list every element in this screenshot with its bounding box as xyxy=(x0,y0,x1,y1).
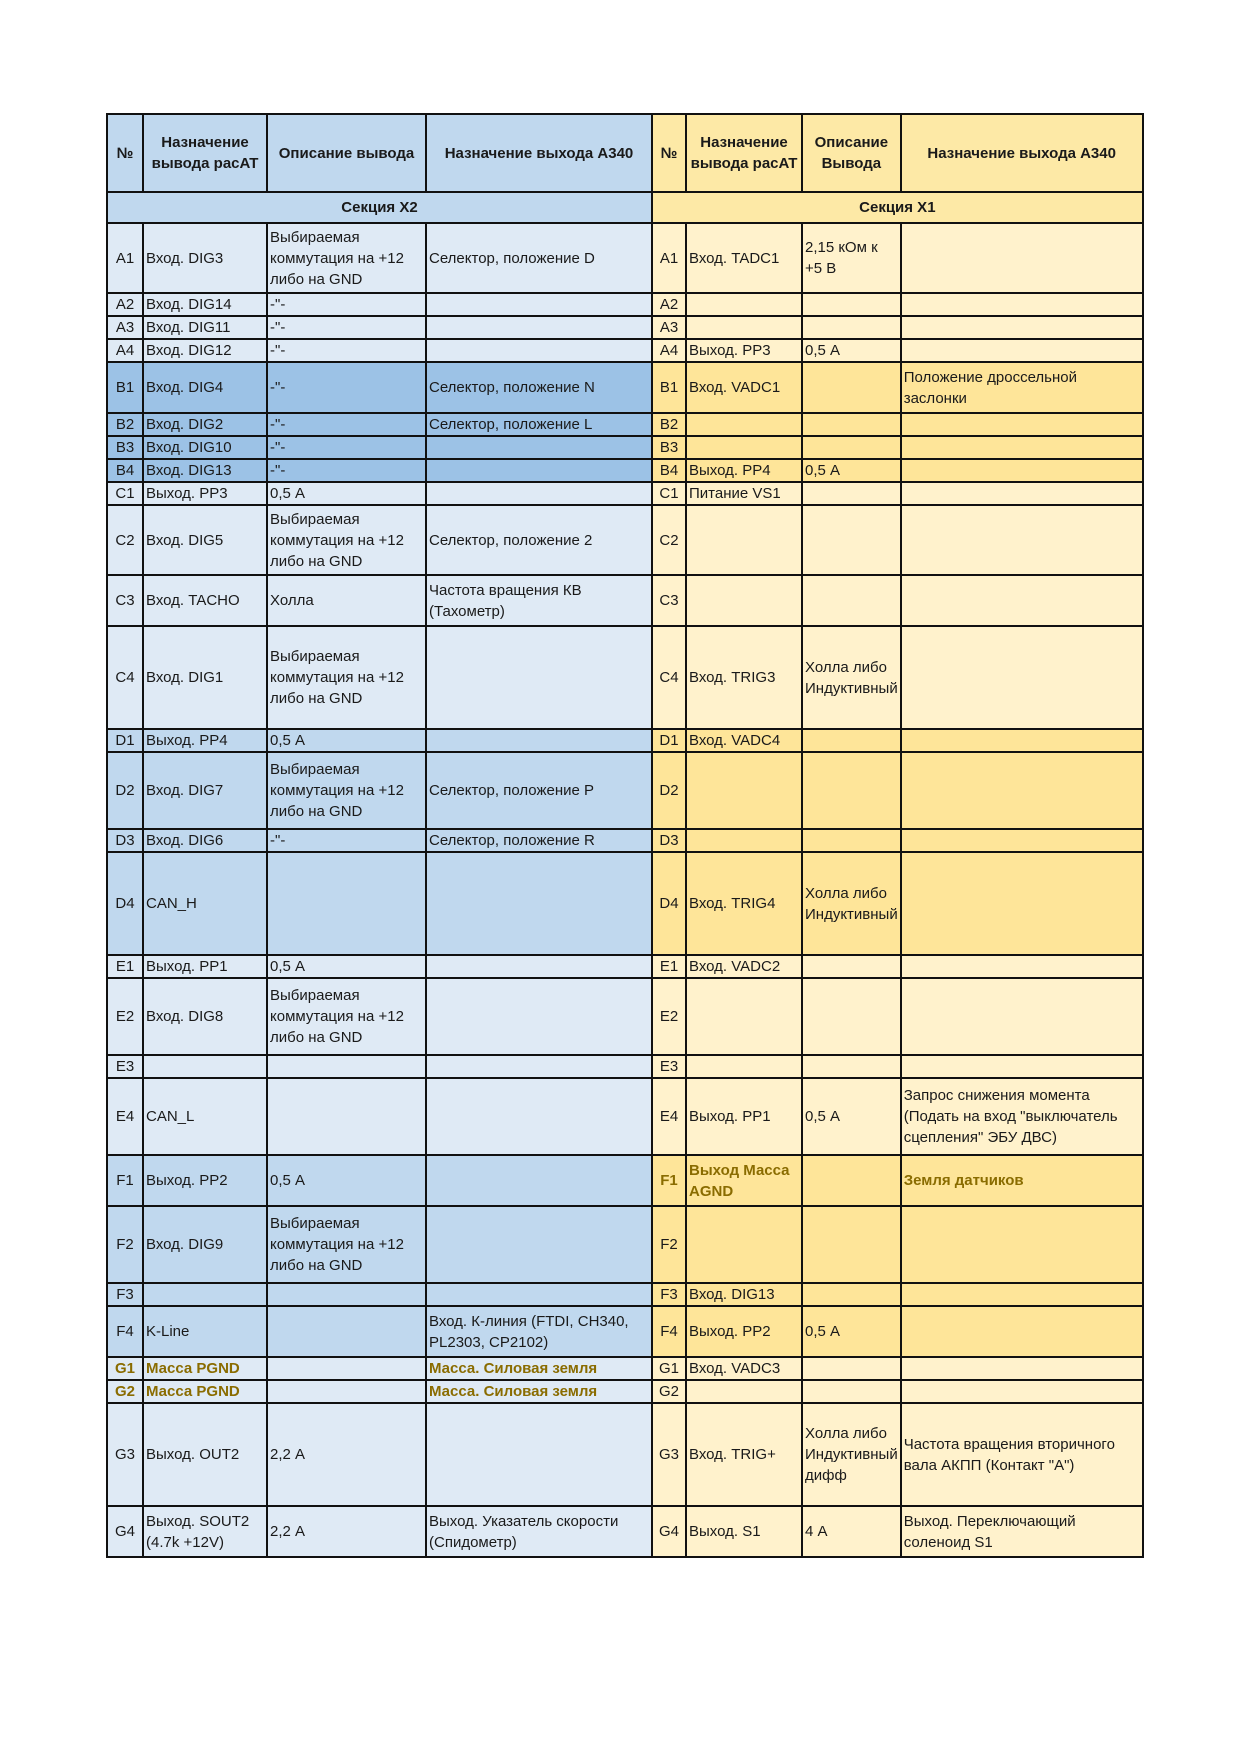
x2-num-cell: A3 xyxy=(107,316,143,339)
x2-a340-cell xyxy=(426,1055,652,1078)
x2-num-cell: C1 xyxy=(107,482,143,505)
x2-purpose-cell: Масса PGND xyxy=(143,1357,267,1380)
x1-num-cell: F2 xyxy=(652,1206,686,1283)
x2-desc-cell xyxy=(267,1306,426,1357)
x1-num-cell: G4 xyxy=(652,1506,686,1557)
x1-desc-cell xyxy=(802,293,901,316)
x2-purpose-cell: Выход. PP2 xyxy=(143,1155,267,1206)
header-left-num: № xyxy=(107,114,143,192)
x2-purpose-cell: K-Line xyxy=(143,1306,267,1357)
x2-desc-cell: Выбираемая коммутация на +12 либо на GND xyxy=(267,978,426,1055)
x1-a340-cell xyxy=(901,852,1143,955)
table-row xyxy=(107,575,1143,626)
x1-a340-cell: Частота вращения вторичного вала АКПП (Контакт "А") xyxy=(901,1403,1143,1506)
x1-desc-cell xyxy=(802,1055,901,1078)
x1-purpose-cell xyxy=(686,436,802,459)
x1-desc-cell xyxy=(802,829,901,852)
x2-a340-cell xyxy=(426,978,652,1055)
x1-purpose-cell: Вход. TRIG3 xyxy=(686,626,802,729)
x2-num-cell: F4 xyxy=(107,1306,143,1357)
section-row xyxy=(107,192,1143,223)
x2-num-cell: F3 xyxy=(107,1283,143,1306)
x2-num-cell: G4 xyxy=(107,1506,143,1557)
x1-a340-cell xyxy=(901,626,1143,729)
x1-a340-cell xyxy=(901,223,1143,293)
x1-num-cell: E1 xyxy=(652,955,686,978)
table-row xyxy=(107,955,1143,978)
x2-a340-cell: Вход. К-линия (FTDI, CH340, PL2303, CP2102) xyxy=(426,1306,652,1357)
x1-num-cell: C3 xyxy=(652,575,686,626)
x1-num-cell: A2 xyxy=(652,293,686,316)
x1-a340-cell xyxy=(901,1306,1143,1357)
x1-purpose-cell: Вход. TRIG+ xyxy=(686,1403,802,1506)
x2-desc-cell: Выбираемая коммутация на +12 либо на GND xyxy=(267,1206,426,1283)
header-right-num: № xyxy=(652,114,686,192)
x2-purpose-cell: CAN_H xyxy=(143,852,267,955)
table-row xyxy=(107,978,1143,1055)
x1-desc-cell xyxy=(802,436,901,459)
table-row xyxy=(107,459,1143,482)
x1-num-cell: A4 xyxy=(652,339,686,362)
table-row xyxy=(107,293,1143,316)
x2-desc-cell xyxy=(267,1283,426,1306)
x2-purpose-cell: Вход. TACHO xyxy=(143,575,267,626)
table-row xyxy=(107,505,1143,575)
x1-a340-cell: Запрос снижения момента (Подать на вход "выключатель сцепления" ЭБУ ДВС) xyxy=(901,1078,1143,1155)
x1-num-cell: B4 xyxy=(652,459,686,482)
table-row xyxy=(107,1078,1143,1155)
x2-purpose-cell: Выход. SOUT2 (4.7k +12V) xyxy=(143,1506,267,1557)
x2-desc-cell: -"- xyxy=(267,413,426,436)
x1-a340-cell xyxy=(901,436,1143,459)
x2-desc-cell: -"- xyxy=(267,316,426,339)
x2-desc-cell: Выбираемая коммутация на +12 либо на GND xyxy=(267,223,426,293)
x1-purpose-cell: Вход. VADC1 xyxy=(686,362,802,413)
x1-desc-cell: 2,15 кОм к +5 В xyxy=(802,223,901,293)
x2-desc-cell: Холла xyxy=(267,575,426,626)
x1-a340-cell xyxy=(901,316,1143,339)
x1-purpose-cell xyxy=(686,505,802,575)
x1-num-cell: E3 xyxy=(652,1055,686,1078)
x1-purpose-cell xyxy=(686,752,802,829)
x2-a340-cell xyxy=(426,955,652,978)
x2-a340-cell xyxy=(426,1155,652,1206)
x1-purpose-cell xyxy=(686,413,802,436)
x1-num-cell: F1 xyxy=(652,1155,686,1206)
header-right-purpose: Назначение вывода pacAT xyxy=(686,114,802,192)
table-row xyxy=(107,1403,1143,1506)
x2-desc-cell xyxy=(267,1078,426,1155)
section-x2-title: Секция Х2 xyxy=(107,192,652,223)
x2-desc-cell: -"- xyxy=(267,339,426,362)
x2-a340-cell xyxy=(426,316,652,339)
x2-desc-cell: 0,5 А xyxy=(267,1155,426,1206)
x2-purpose-cell: Вход. DIG14 xyxy=(143,293,267,316)
x1-a340-cell xyxy=(901,1283,1143,1306)
x1-a340-cell xyxy=(901,729,1143,752)
x1-a340-cell xyxy=(901,482,1143,505)
x2-a340-cell xyxy=(426,626,652,729)
x2-purpose-cell: Вход. DIG11 xyxy=(143,316,267,339)
x1-a340-cell xyxy=(901,955,1143,978)
x2-a340-cell xyxy=(426,293,652,316)
x2-num-cell: D1 xyxy=(107,729,143,752)
x1-num-cell: D3 xyxy=(652,829,686,852)
x2-desc-cell: 2,2 А xyxy=(267,1403,426,1506)
x1-purpose-cell xyxy=(686,978,802,1055)
header-left-a340: Назначение выхода А340 xyxy=(426,114,652,192)
x2-num-cell: E4 xyxy=(107,1078,143,1155)
x1-num-cell: E2 xyxy=(652,978,686,1055)
x2-a340-cell xyxy=(426,459,652,482)
x2-a340-cell: Селектор, положение L xyxy=(426,413,652,436)
table-row xyxy=(107,829,1143,852)
x1-purpose-cell: Выход Масса AGND xyxy=(686,1155,802,1206)
x2-desc-cell: -"- xyxy=(267,436,426,459)
table-row xyxy=(107,1206,1143,1283)
x2-purpose-cell: Выход. PP3 xyxy=(143,482,267,505)
x2-desc-cell xyxy=(267,1357,426,1380)
x2-purpose-cell: Вход. DIG8 xyxy=(143,978,267,1055)
x1-a340-cell xyxy=(901,339,1143,362)
x1-a340-cell xyxy=(901,752,1143,829)
x1-a340-cell xyxy=(901,505,1143,575)
x1-purpose-cell xyxy=(686,1380,802,1403)
x1-purpose-cell: Вход. VADC2 xyxy=(686,955,802,978)
x2-purpose-cell: Вход. DIG2 xyxy=(143,413,267,436)
x2-a340-cell: Селектор, положение P xyxy=(426,752,652,829)
x1-purpose-cell: Вход. DIG13 xyxy=(686,1283,802,1306)
x1-a340-cell xyxy=(901,575,1143,626)
x1-a340-cell: Положение дроссельной заслонки xyxy=(901,362,1143,413)
x2-desc-cell: 2,2 А xyxy=(267,1506,426,1557)
table-row xyxy=(107,316,1143,339)
x2-desc-cell: Выбираемая коммутация на +12 либо на GND xyxy=(267,505,426,575)
x1-desc-cell xyxy=(802,482,901,505)
x1-a340-cell xyxy=(901,978,1143,1055)
x1-desc-cell xyxy=(802,1283,901,1306)
x1-purpose-cell xyxy=(686,293,802,316)
x1-a340-cell xyxy=(901,413,1143,436)
x2-a340-cell xyxy=(426,436,652,459)
x1-a340-cell xyxy=(901,459,1143,482)
x1-num-cell: G3 xyxy=(652,1403,686,1506)
x2-a340-cell: Масса. Силовая земля xyxy=(426,1357,652,1380)
x1-num-cell: A3 xyxy=(652,316,686,339)
x1-purpose-cell: Выход. PP1 xyxy=(686,1078,802,1155)
x1-a340-cell xyxy=(901,829,1143,852)
x2-a340-cell: Селектор, положение N xyxy=(426,362,652,413)
x1-purpose-cell xyxy=(686,1206,802,1283)
header-left-purpose: Назначение вывода pacAT xyxy=(143,114,267,192)
x2-purpose-cell: Вход. DIG1 xyxy=(143,626,267,729)
x2-num-cell: C4 xyxy=(107,626,143,729)
x2-num-cell: C2 xyxy=(107,505,143,575)
x2-num-cell: C3 xyxy=(107,575,143,626)
x1-num-cell: D4 xyxy=(652,852,686,955)
x1-purpose-cell xyxy=(686,1055,802,1078)
header-row xyxy=(107,114,1143,192)
x1-purpose-cell xyxy=(686,575,802,626)
x2-desc-cell: 0,5 А xyxy=(267,955,426,978)
x2-purpose-cell: Вход. DIG5 xyxy=(143,505,267,575)
x2-num-cell: D3 xyxy=(107,829,143,852)
x1-num-cell: D2 xyxy=(652,752,686,829)
table-row xyxy=(107,1055,1143,1078)
x1-desc-cell xyxy=(802,316,901,339)
table-row xyxy=(107,729,1143,752)
x1-num-cell: E4 xyxy=(652,1078,686,1155)
x2-num-cell: D4 xyxy=(107,852,143,955)
x2-num-cell: E2 xyxy=(107,978,143,1055)
x2-purpose-cell: CAN_L xyxy=(143,1078,267,1155)
x2-num-cell: A1 xyxy=(107,223,143,293)
x1-purpose-cell: Вход. TRIG4 xyxy=(686,852,802,955)
x1-desc-cell xyxy=(802,1380,901,1403)
x2-num-cell: E1 xyxy=(107,955,143,978)
x1-purpose-cell: Вход. VADC4 xyxy=(686,729,802,752)
pinout-table xyxy=(106,113,1144,1558)
x1-a340-cell xyxy=(901,1206,1143,1283)
x1-desc-cell xyxy=(802,1155,901,1206)
x1-purpose-cell xyxy=(686,829,802,852)
x2-num-cell: B2 xyxy=(107,413,143,436)
x2-a340-cell: Выход. Указатель скорости (Спидометр) xyxy=(426,1506,652,1557)
table-row xyxy=(107,852,1143,955)
x1-desc-cell: 4 А xyxy=(802,1506,901,1557)
x1-desc-cell: 0,5 А xyxy=(802,1306,901,1357)
x1-desc-cell: 0,5 А xyxy=(802,339,901,362)
table-row xyxy=(107,1357,1143,1380)
x2-purpose-cell: Выход. PP1 xyxy=(143,955,267,978)
x1-purpose-cell: Выход. PP4 xyxy=(686,459,802,482)
x1-purpose-cell xyxy=(686,316,802,339)
table-row xyxy=(107,1155,1143,1206)
x1-desc-cell xyxy=(802,1206,901,1283)
header-left-desc: Описание вывода xyxy=(267,114,426,192)
x1-desc-cell: 0,5 А xyxy=(802,459,901,482)
x2-purpose-cell: Масса PGND xyxy=(143,1380,267,1403)
x2-desc-cell: -"- xyxy=(267,362,426,413)
x1-a340-cell xyxy=(901,1357,1143,1380)
x1-a340-cell xyxy=(901,1055,1143,1078)
x1-desc-cell xyxy=(802,362,901,413)
x2-purpose-cell: Вход. DIG12 xyxy=(143,339,267,362)
section-x1-title: Секция Х1 xyxy=(652,192,1143,223)
header-right-desc: Описание Вывода xyxy=(802,114,901,192)
x1-a340-cell xyxy=(901,293,1143,316)
x2-a340-cell: Селектор, положение 2 xyxy=(426,505,652,575)
x2-a340-cell xyxy=(426,852,652,955)
x1-purpose-cell: Питание VS1 xyxy=(686,482,802,505)
x2-a340-cell xyxy=(426,339,652,362)
x2-a340-cell xyxy=(426,1403,652,1506)
x1-num-cell: B1 xyxy=(652,362,686,413)
x2-a340-cell: Селектор, положение D xyxy=(426,223,652,293)
x2-a340-cell xyxy=(426,729,652,752)
x2-num-cell: D2 xyxy=(107,752,143,829)
x1-num-cell: G2 xyxy=(652,1380,686,1403)
x2-desc-cell: -"- xyxy=(267,459,426,482)
x1-a340-cell xyxy=(901,1380,1143,1403)
x2-a340-cell: Частота вращения КВ (Тахометр) xyxy=(426,575,652,626)
x2-purpose-cell: Вход. DIG3 xyxy=(143,223,267,293)
x2-desc-cell xyxy=(267,1380,426,1403)
x1-a340-cell: Земля датчиков xyxy=(901,1155,1143,1206)
x2-num-cell: G2 xyxy=(107,1380,143,1403)
x1-a340-cell: Выход. Переключающий соленоид S1 xyxy=(901,1506,1143,1557)
x2-purpose-cell xyxy=(143,1055,267,1078)
x1-purpose-cell: Выход. PP2 xyxy=(686,1306,802,1357)
x2-purpose-cell: Выход. OUT2 xyxy=(143,1403,267,1506)
x2-desc-cell: 0,5 А xyxy=(267,482,426,505)
x2-num-cell: A2 xyxy=(107,293,143,316)
x2-num-cell: G1 xyxy=(107,1357,143,1380)
x1-num-cell: B2 xyxy=(652,413,686,436)
x2-purpose-cell: Вход. DIG10 xyxy=(143,436,267,459)
x1-purpose-cell: Вход. VADC3 xyxy=(686,1357,802,1380)
table-row xyxy=(107,1306,1143,1357)
x2-desc-cell: 0,5 А xyxy=(267,729,426,752)
x2-num-cell: B3 xyxy=(107,436,143,459)
table-row xyxy=(107,362,1143,413)
x1-num-cell: G1 xyxy=(652,1357,686,1380)
header-right-a340: Назначение выхода А340 xyxy=(901,114,1143,192)
x2-purpose-cell: Вход. DIG4 xyxy=(143,362,267,413)
table-row xyxy=(107,626,1143,729)
x2-a340-cell xyxy=(426,1283,652,1306)
x1-desc-cell xyxy=(802,413,901,436)
x2-num-cell: G3 xyxy=(107,1403,143,1506)
x2-a340-cell xyxy=(426,1206,652,1283)
x2-num-cell: F1 xyxy=(107,1155,143,1206)
x1-num-cell: F3 xyxy=(652,1283,686,1306)
x2-num-cell: A4 xyxy=(107,339,143,362)
table-row xyxy=(107,1380,1143,1403)
x1-desc-cell: Холла либо Индуктивный дифф xyxy=(802,1403,901,1506)
x1-desc-cell xyxy=(802,505,901,575)
x1-num-cell: C1 xyxy=(652,482,686,505)
x1-num-cell: B3 xyxy=(652,436,686,459)
x2-purpose-cell: Вход. DIG13 xyxy=(143,459,267,482)
x1-purpose-cell: Вход. TADC1 xyxy=(686,223,802,293)
x2-desc-cell: Выбираемая коммутация на +12 либо на GND xyxy=(267,752,426,829)
x1-purpose-cell: Выход. PP3 xyxy=(686,339,802,362)
x2-purpose-cell: Вход. DIG7 xyxy=(143,752,267,829)
x1-purpose-cell: Выход. S1 xyxy=(686,1506,802,1557)
x2-a340-cell: Масса. Силовая земля xyxy=(426,1380,652,1403)
x2-purpose-cell: Вход. DIG6 xyxy=(143,829,267,852)
x1-desc-cell xyxy=(802,575,901,626)
x2-desc-cell xyxy=(267,852,426,955)
table-row xyxy=(107,752,1143,829)
x1-num-cell: D1 xyxy=(652,729,686,752)
table-row xyxy=(107,413,1143,436)
x2-a340-cell xyxy=(426,482,652,505)
table-row xyxy=(107,223,1143,293)
table-row xyxy=(107,482,1143,505)
x2-num-cell: F2 xyxy=(107,1206,143,1283)
x2-desc-cell xyxy=(267,1055,426,1078)
x2-num-cell: E3 xyxy=(107,1055,143,1078)
x1-desc-cell: Холла либо Индуктивный xyxy=(802,626,901,729)
x1-desc-cell: Холла либо Индуктивный xyxy=(802,852,901,955)
x2-desc-cell: -"- xyxy=(267,829,426,852)
x1-desc-cell xyxy=(802,955,901,978)
x2-purpose-cell: Вход. DIG9 xyxy=(143,1206,267,1283)
x2-a340-cell: Селектор, положение R xyxy=(426,829,652,852)
x2-desc-cell: -"- xyxy=(267,293,426,316)
x1-num-cell: C4 xyxy=(652,626,686,729)
x1-desc-cell xyxy=(802,729,901,752)
x1-desc-cell xyxy=(802,752,901,829)
x2-num-cell: B1 xyxy=(107,362,143,413)
table-row xyxy=(107,1283,1143,1306)
x2-purpose-cell xyxy=(143,1283,267,1306)
x1-num-cell: A1 xyxy=(652,223,686,293)
x1-desc-cell xyxy=(802,1357,901,1380)
table-row xyxy=(107,339,1143,362)
x1-desc-cell xyxy=(802,978,901,1055)
table-row xyxy=(107,436,1143,459)
x2-desc-cell: Выбираемая коммутация на +12 либо на GND xyxy=(267,626,426,729)
x2-a340-cell xyxy=(426,1078,652,1155)
x1-num-cell: C2 xyxy=(652,505,686,575)
table-row xyxy=(107,1506,1143,1557)
x2-purpose-cell: Выход. PP4 xyxy=(143,729,267,752)
x2-num-cell: B4 xyxy=(107,459,143,482)
x1-desc-cell: 0,5 А xyxy=(802,1078,901,1155)
x1-num-cell: F4 xyxy=(652,1306,686,1357)
